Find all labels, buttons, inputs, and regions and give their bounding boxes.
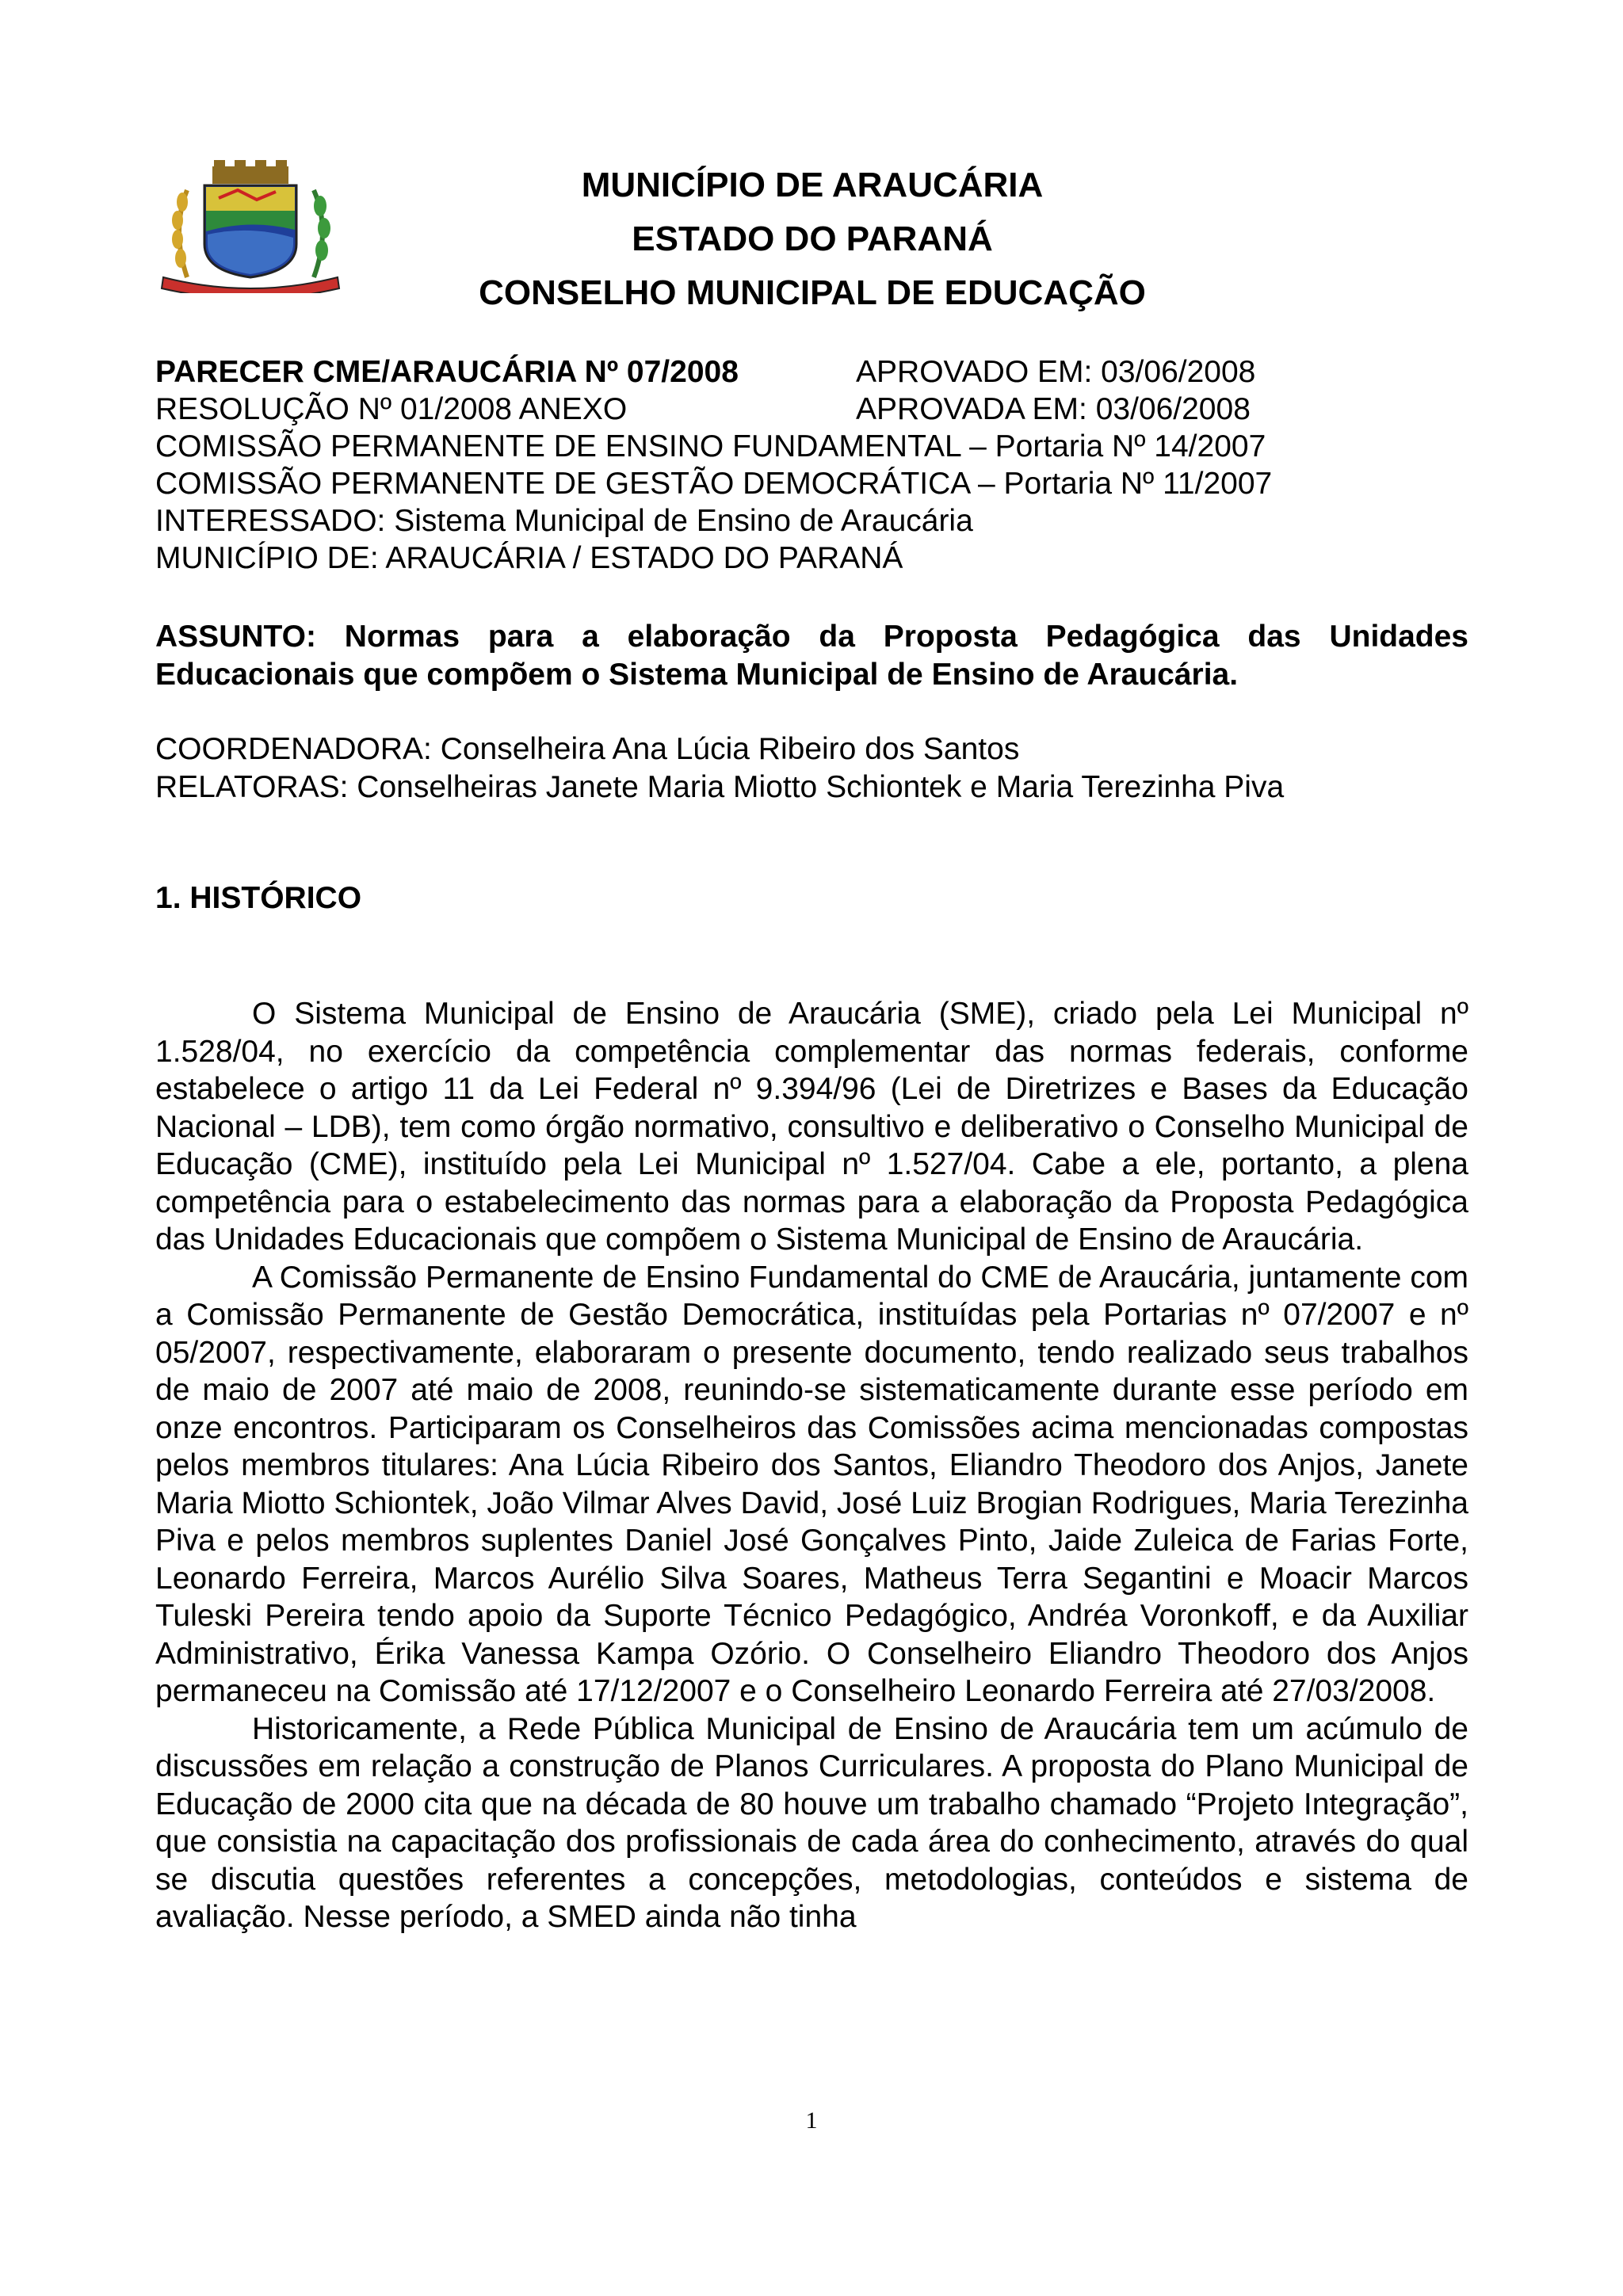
interested-party: INTERESSADO: Sistema Municipal de Ensino de Araucária (155, 504, 973, 538)
council-title: CONSELHO MUNICIPAL DE EDUCAÇÃO (479, 273, 1146, 312)
responsible-people (155, 730, 1471, 807)
commission-democratic-management: COMISSÃO PERMANENTE DE GESTÃO DEMOCRÁTICA – Portaria Nº 11/2007 (155, 467, 1273, 501)
document-meta (155, 353, 1471, 577)
subject-paragraph: ASSUNTO: Normas para a elaboração da Proposta Pedagógica das Unidades Educacionais que compõem o Sistema Municipal de Ensino de Araucária. (155, 620, 1468, 692)
section-body (155, 995, 1468, 1936)
resolution-approval-date: APROVADA EM: 03/06/2008 (856, 392, 1251, 426)
body-paragraph: Historicamente, a Rede Pública Municipal de Ensino de Araucária tem um acúmulo de discussões em relação a construção de Planos Curriculares. A proposta do Plano Municipal de Educação de 2000 cita que na década de 80 houve um trabalho chamado “Projeto Integração”, que consistia na capacitação dos profissionais de cada área do conhecimento, através do qual se discutia questões referentes a concepções, metodologias, conteúdos e sistema de avaliação. Nesse período, a SMED ainda não tinha (155, 1711, 1468, 1934)
municipality-line: MUNICÍPIO DE: ARAUCÁRIA / ESTADO DO PARANÁ (155, 541, 903, 575)
body-paragraph: O Sistema Municipal de Ensino de Araucária (SME), criado pela Lei Municipal nº 1.528/04, no exercício da competência complementar das normas federais, conforme estabelece o artigo 11 da Lei Federal nº 9.394/96 (Lei de Diretrizes e Bases da Educação Nacional – LDB), tem como órgão normativo, consultivo e deliberativo o Conselho Municipal de Educação (CME), instituído pela Lei Municipal nº 1.527/04. Cabe a ele, portanto, a plena competência para o estabelecimento das normas para a elaboração da Proposta Pedagógica das Unidades Educacionais que compõem o Sistema Municipal de Ensino de Araucária. (155, 997, 1468, 1257)
rapporteurs-line: RELATORAS: Conselheiras Janete Maria Miotto Schiontek e Maria Terezinha Piva (155, 770, 1285, 804)
body-paragraph: A Comissão Permanente de Ensino Fundamental do CME de Araucária, juntamente com a Comissão Permanente de Gestão Democrática, instituídas pela Portarias nº 07/2007 e nº 05/2007, respectivamente, elaboraram o presente documento, tendo realizado seus trabalhos de maio de 2007 até maio de 2008, reunindo-se sistematicamente durante esse período em onze encontros. Participaram os Conselheiros das Comissões acima mencionadas compostas pelos membros titulares: Ana Lúcia Ribeiro dos Santos, Eliandro Theodoro dos Anjos, Janete Maria Miotto Schiontek, João Vilmar Alves David, José Luiz Brogian Rodrigues, Maria Terezinha Piva e pelos membros suplentes Daniel José Gonçalves Pinto, Jaide Zuleica de Farias Forte, Leonardo Ferreira, Marcos Aurélio Silva Soares, Matheus Terra Segantini e Moacir Marcos Tuleski Pereira tendo apoio da Suporte Técnico Pedagógico, Andréa Voronkoff, e da Auxiliar Administrativo, Érika Vanessa Kampa Ozório. O Conselheiro Eliandro Theodoro dos Anjos permaneceu na Comissão até 17/12/2007 e o Conselheiro Leonardo Ferreira até 27/03/2008. (155, 1260, 1468, 1708)
document-header (317, 158, 1308, 320)
commission-elementary: COMISSÃO PERMANENTE DE ENSINO FUNDAMENTAL – Portaria Nº 14/2007 (155, 429, 1266, 463)
municipality-title: MUNICÍPIO DE ARAUCÁRIA (581, 166, 1044, 204)
resolution-number: RESOLUÇÃO Nº 01/2008 ANEXO (155, 392, 628, 426)
parecer-approval-date: APROVADO EM: 03/06/2008 (856, 355, 1256, 389)
section-heading: 1. HISTÓRICO (155, 881, 362, 915)
coordinator-line: COORDENADORA: Conselheira Ana Lúcia Ribeiro dos Santos (155, 732, 1020, 766)
page-number: 1 (805, 2107, 818, 2134)
state-title: ESTADO DO PARANÁ (632, 219, 993, 258)
parecer-number: PARECER CME/ARAUCÁRIA Nº 07/2008 (155, 355, 739, 389)
